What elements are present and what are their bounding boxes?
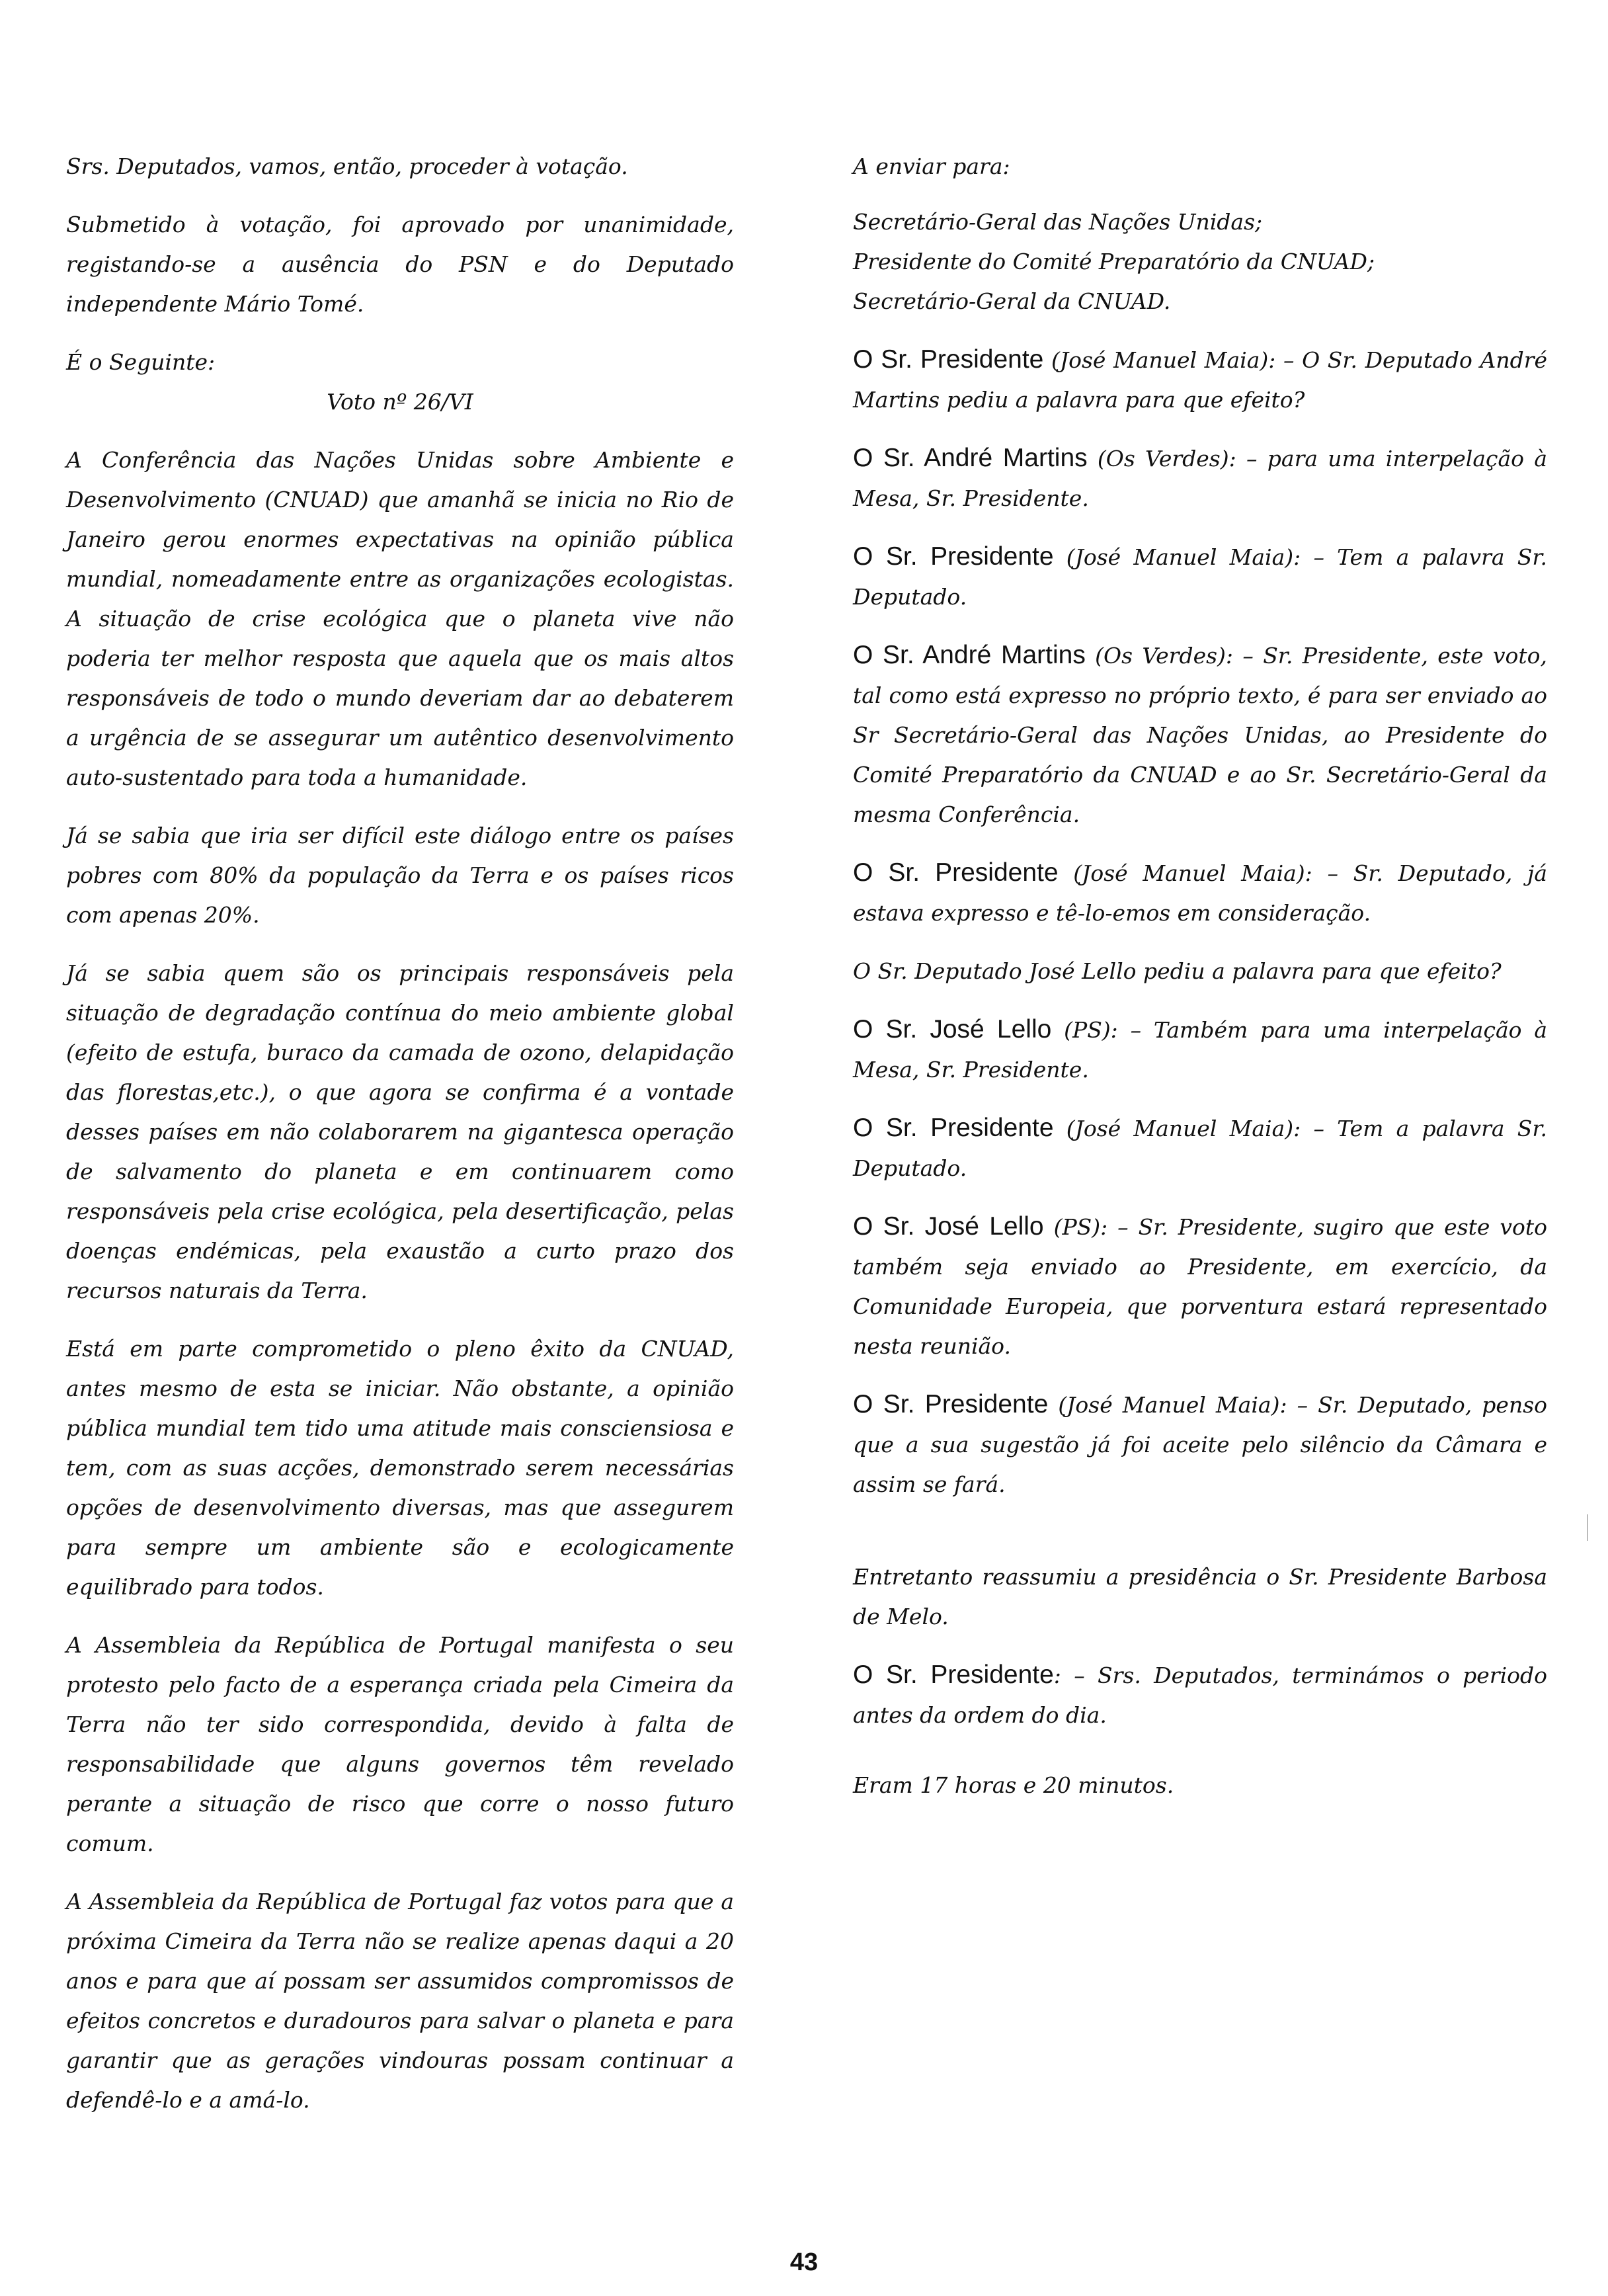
speaker-name: O Sr. André Martins bbox=[853, 641, 1086, 669]
send-to-heading: A enviar para: bbox=[853, 153, 1010, 179]
speech-text: : – Srs. Deputados, terminámos o periodo antes da ordem do dia. bbox=[853, 1662, 1547, 1728]
speaker-name: O Sr. Presidente bbox=[853, 1660, 1054, 1689]
speech-text: O Sr. Deputado José Lello pediu a palavra para que efeito? bbox=[853, 958, 1502, 984]
speaker-name: O Sr. José Lello bbox=[853, 1212, 1044, 1241]
right-column bbox=[853, 147, 1547, 1805]
speaker-name: O Sr. José Lello bbox=[853, 1015, 1052, 1044]
speaker-name: O Sr. Presidente bbox=[853, 542, 1054, 571]
speaker-name: O Sr. Presidente bbox=[853, 858, 1059, 887]
paragraph: A Assembleia da República de Portugal faz votos para que a próxima Cimeira da Terra não se realize apenas daqui a 20 anos e para que aí possam ser assumidos compromissos de efeitos concretos e duradouros para salvar o planeta e para garantir que as gerações vindouras possam continuar a defendê-lo e a amá-lo. bbox=[66, 1889, 734, 2113]
resume-note: Entretanto reassumiu a presidência o Sr. Presidente Barbosa de Melo. bbox=[853, 1564, 1547, 1629]
vote-title: Voto nº 26/VI bbox=[327, 389, 473, 415]
speech bbox=[853, 340, 1547, 420]
speech bbox=[853, 537, 1547, 617]
speech-text: (José Manuel Maia): – Tem a palavra Sr. Deputado. bbox=[853, 1116, 1547, 1181]
paragraph: A Conferência das Nações Unidas sobre Ambiente e Desenvolvimento (CNUAD) que amanhã se inicia no Rio de Janeiro gerou enormes expectativas na opinião pública mundial, nomeadamente entre as organizações ecologistas. A situação de crise ecológica que o planeta vive não poderia ter melhor resposta que aquela que os mais altos responsáveis de todo o mundo deveriam dar ao debaterem a urgência de se assegurar um autêntico desenvolvimento auto-sustentado para toda a humanidade. bbox=[66, 447, 734, 790]
speaker-name: O Sr. Presidente bbox=[853, 1114, 1054, 1142]
speech-text: (PS): – Sr. Presidente, sugiro que este voto também seja enviado ao Presidente, em exercício, da Comunidade Europeia, que porventura estará representado nesta reunião. bbox=[853, 1214, 1548, 1359]
speech bbox=[853, 1385, 1547, 1504]
paragraph: Já se sabia que iria ser difícil este diálogo entre os países pobres com 80% da população da Terra e os países ricos com apenas 20%. bbox=[66, 823, 734, 928]
speech bbox=[853, 853, 1547, 933]
speech-text: (José Manuel Maia): – O Sr. Deputado André Martins pediu a palavra para que efeito? bbox=[853, 347, 1547, 413]
paragraph: Já se sabia quem são os principais responsáveis pela situação de degradação contínua do meio ambiente global (efeito de estufa, buraco da camada de ozono, delapidação das florestas,etc.), o que agora se confirma é a vontade desses países em não colaborarem na gigantesca operação de salvamento do planeta e em continuarem como responsáveis pela crise ecológica, pela desertificação, pelas doenças endémicas, pela exaustão a curto prazo dos recursos naturais da Terra. bbox=[66, 960, 734, 1303]
speaker-name: O Sr. André Martins bbox=[853, 444, 1088, 472]
speech bbox=[853, 636, 1547, 835]
speech bbox=[853, 1108, 1547, 1188]
speaker-name: O Sr. Presidente bbox=[853, 1390, 1049, 1418]
speech-text: (José Manuel Maia): – Sr. Deputado, já estava expresso e tê-lo-emos em consideração. bbox=[853, 860, 1547, 926]
speech-text: (José Manuel Maia): – Tem a palavra Sr. Deputado. bbox=[853, 544, 1547, 610]
speech-text: (Os Verdes): – Sr. Presidente, este voto, tal como está expresso no próprio texto, é para ser enviado ao Sr Secretário-Geral das Nações Unidas, ao Presidente do Comité Preparatório da CNUAD e ao Sr. Secretário-Geral da mesma Conferência. bbox=[853, 643, 1547, 827]
speech-text: (José Manuel Maia): – Sr. Deputado, penso que a sua sugestão já foi aceite pelo silêncio da Câmara e assim se fará. bbox=[853, 1392, 1548, 1497]
recipient: Secretário-Geral das Nações Unidas; bbox=[853, 209, 1263, 235]
paragraph: Submetido à votação, foi aprovado por unanimidade, registando-se a ausência do PSN e do Deputado independente Mário Tomé. bbox=[66, 212, 734, 317]
paragraph: A Assembleia da República de Portugal manifesta o seu protesto pelo facto de a esperança criada pela Cimeira da Terra não ter sido correspondida, devido à falta de responsabilidade que alguns governos têm revelado perante a situação de risco que corre o nosso futuro comum. bbox=[66, 1632, 734, 1856]
recipient: Presidente do Comité Preparatório da CNUAD; bbox=[853, 249, 1375, 274]
margin-mark bbox=[1587, 1514, 1588, 1541]
paragraph: É o Seguinte: bbox=[66, 349, 216, 375]
speaker-name: O Sr. Presidente bbox=[853, 345, 1044, 374]
paragraph: Está em parte comprometido o pleno êxito da CNUAD, antes mesmo de esta se iniciar. Não obstante, a opinião pública mundial tem tido uma atitude mais consciensiosa e tem, com as suas acções, demonstrado serem necessárias opções de desenvolvimento diversas, mas que assegurem para sempre um ambiente são e ecologicamente equilibrado para todos. bbox=[66, 1336, 734, 1600]
speech-text: (PS): – Também para uma interpelação à Mesa, Sr. Presidente. bbox=[853, 1017, 1547, 1083]
paragraph: Srs. Deputados, vamos, então, proceder à votação. bbox=[66, 153, 628, 179]
speech bbox=[853, 438, 1547, 518]
closing-time: Eram 17 horas e 20 minutos. bbox=[853, 1772, 1174, 1798]
recipient: Secretário-Geral da CNUAD. bbox=[853, 288, 1171, 314]
speech-text: (Os Verdes): – para uma interpelação à Mesa, Sr. Presidente. bbox=[853, 446, 1547, 511]
speech bbox=[853, 1010, 1547, 1090]
page-number: 43 bbox=[789, 2248, 819, 2276]
speech bbox=[853, 1655, 1547, 1735]
left-column bbox=[66, 147, 734, 2139]
speech bbox=[853, 952, 1547, 991]
speech bbox=[853, 1207, 1547, 1366]
